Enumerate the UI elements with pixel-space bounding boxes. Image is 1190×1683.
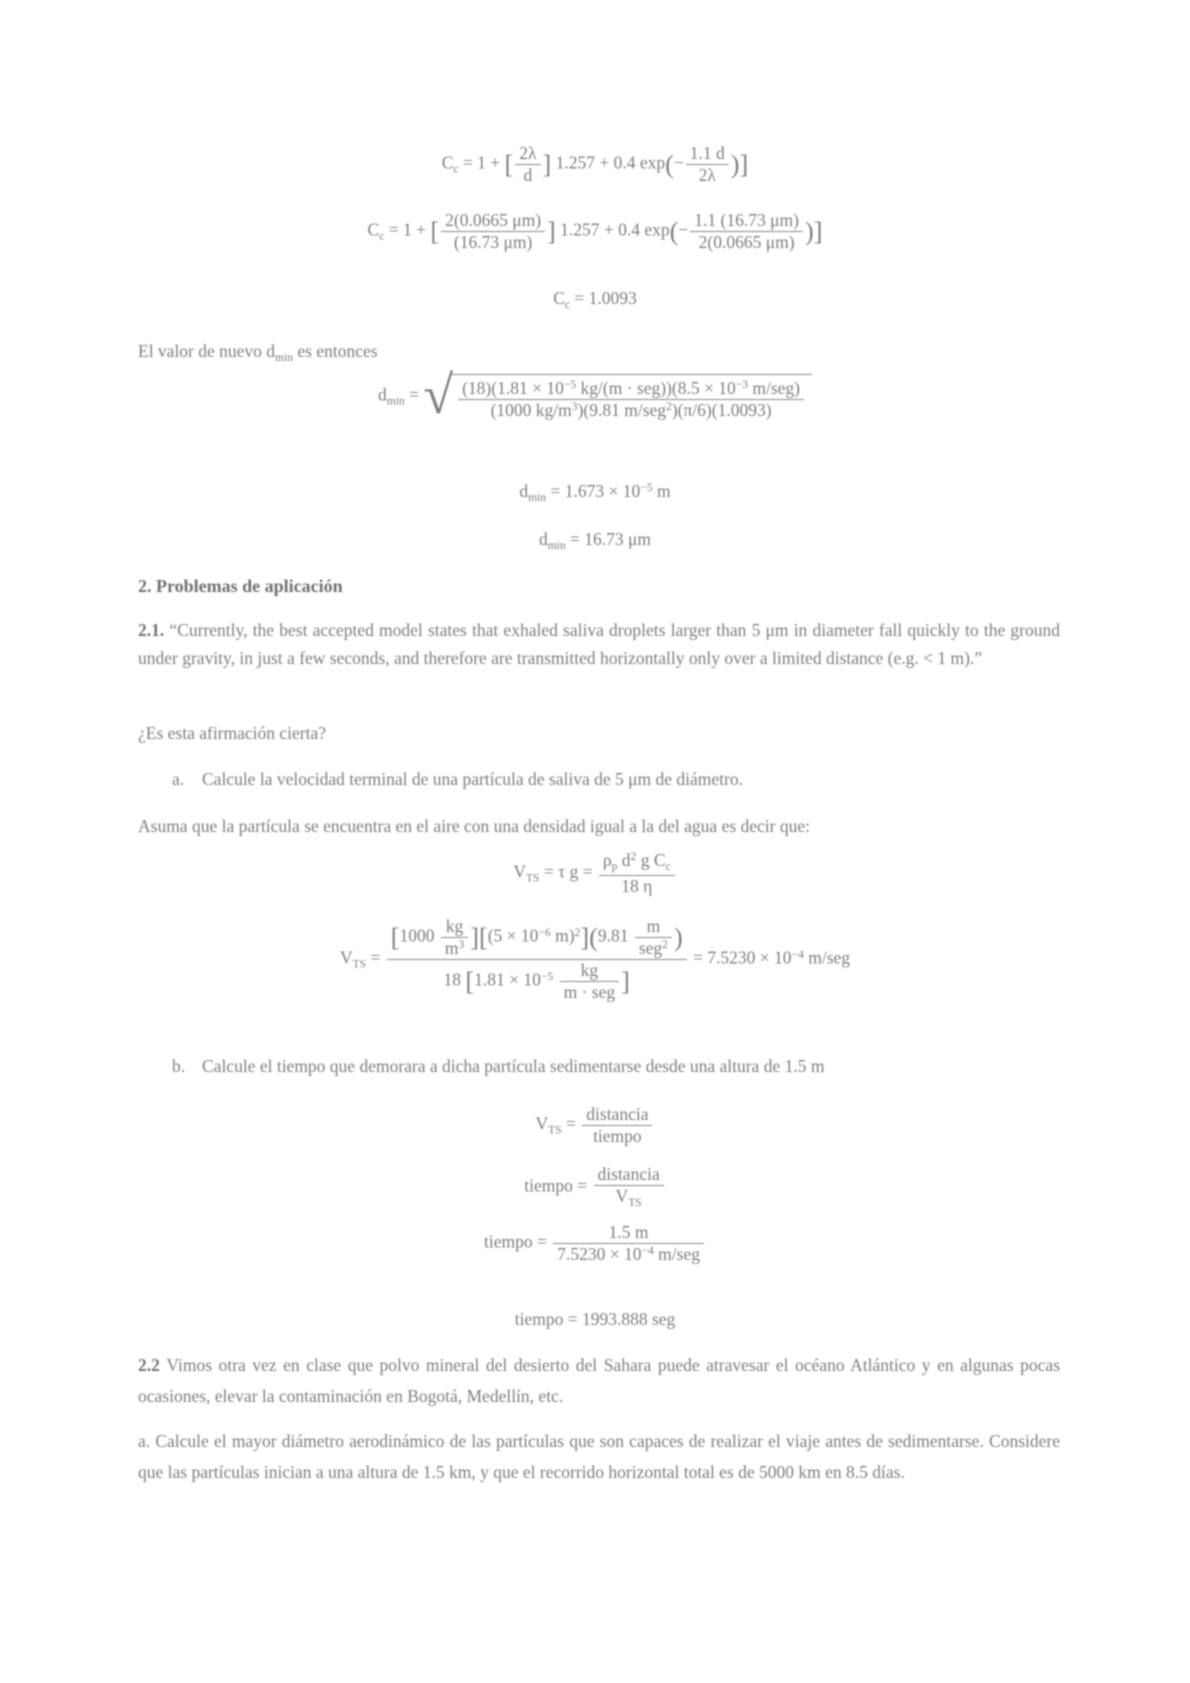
equation-time-distance-vts: tiempo = distancia $V_{TS}$ <box>0 1164 1190 1211</box>
list-item-a <box>172 768 1032 792</box>
list-item-a-text: Calcule la velocidad terminal de una partícula de saliva de 5 μm de diámetro. <box>202 769 743 789</box>
list-item-b-marker: b. <box>172 1056 186 1076</box>
equation-cunningham-formula: $C_c = 1$ + [ $\frac{2\lambda}{d}$ ] 1.257 + 0.4 exp(− $\frac{1.1 d}{2\lambda}$ )] <box>441 143 749 185</box>
question-line: ¿Es esta afirmación cierta? <box>138 723 327 743</box>
equation-terminal-velocity: $V_{TS} = \tau$ g = $\frac{\rho_p d^2 g C_c}{18 \eta}$ <box>0 850 1190 897</box>
equation-dmin-sqrt: $d_{min}$ = √ $(18)(1.81 \times 10^{-5}$ $kg/(m \cdot seg))(8.5 \times 10^{-3}$ m/seg) (1000 $kg/m^3)(9.81$ m/seg$^2$)(π/6)(1.0093) <box>0 372 1190 421</box>
equation-time-result: tiempo = 1993.888 seg <box>514 1309 676 1329</box>
equation-cunningham-numeric: $C_c = 1$ + [ $\frac{2(0.0665 \mu m)}{(16.73 \mu m)}$ ] 1.257 + 0.4 exp(− $\frac{1.1 (16.73 \mu m)}{2(0.0665 \mu m)}$ )] <box>367 210 823 252</box>
paragraph-problem-21: 2.1. “Currently, the best accepted model states that exhaled saliva droplets larger than 5 μm in diameter fall quickly to the ground under gravity, in just a few seconds, and therefore are transmitted horizontally only over a limited distance (e.g. < 1 m).” <box>138 620 1060 668</box>
dmin-intro-text: El valor de nuevo $d_{min}$ es entonces <box>138 341 378 365</box>
list-item-b <box>172 1055 1032 1079</box>
equation-dmin-microns: $d_{min} = 16.73$ μm <box>538 529 652 553</box>
paragraph-problem-22: 2.2 Vimos otra vez en clase que polvo mineral del desierto del Sahara puede atravesar el océano Atlántico y en algunas pocas ocasiones, elevar la contaminación en Bogotá, Medellín, etc. <box>138 1355 1060 1406</box>
list-item-a-note: Asuma que la partícula se encuentra en el aire con una densidad igual a la del agua es decir que: <box>138 816 810 836</box>
list-item-b-text: Calcule el tiempo que demorara a dicha partícula sedimentarse desde una altura de 1.5 m <box>202 1056 825 1076</box>
list-item-a-marker: a. <box>172 769 185 789</box>
equation-dmin-meters: $d_{min} = 1.673 \times 10^{-5}$ m <box>519 481 671 505</box>
section-heading-problems: 2. Problemas de aplicación <box>138 576 343 596</box>
equation-vts-distance-time: $V_{TS}$ = distancia tiempo <box>0 1104 1190 1147</box>
equation-cunningham-result: $C_c = 1.0093$ <box>553 288 637 312</box>
paragraph-problem-22-item-a: a. Calcule el mayor diámetro aerodinámico de las partículas que son capaces de realizar el viaje antes de sedimentarse. Considere que las partículas inician a una altura de 1.5 km, y que el recorrido horizontal total es de 5000 km en 8.5 días. <box>138 1431 1060 1482</box>
equation-time-numeric: tiempo = 1.5 m $7.5230 \times 10^{-4}$ m/seg <box>0 1222 1190 1265</box>
equation-terminal-velocity-numeric: $V_{TS}$ = [1000 $\frac{kg}{m^3}$ ][($5 \times 10^{-6}$ m)$^2$](9.81 m seg$^2$ ) 18 [$1.81 \times 10^{-5}$ kg m · seg ] = $7.5230 \times 10^{-4}$ m/seg <box>339 916 851 1002</box>
